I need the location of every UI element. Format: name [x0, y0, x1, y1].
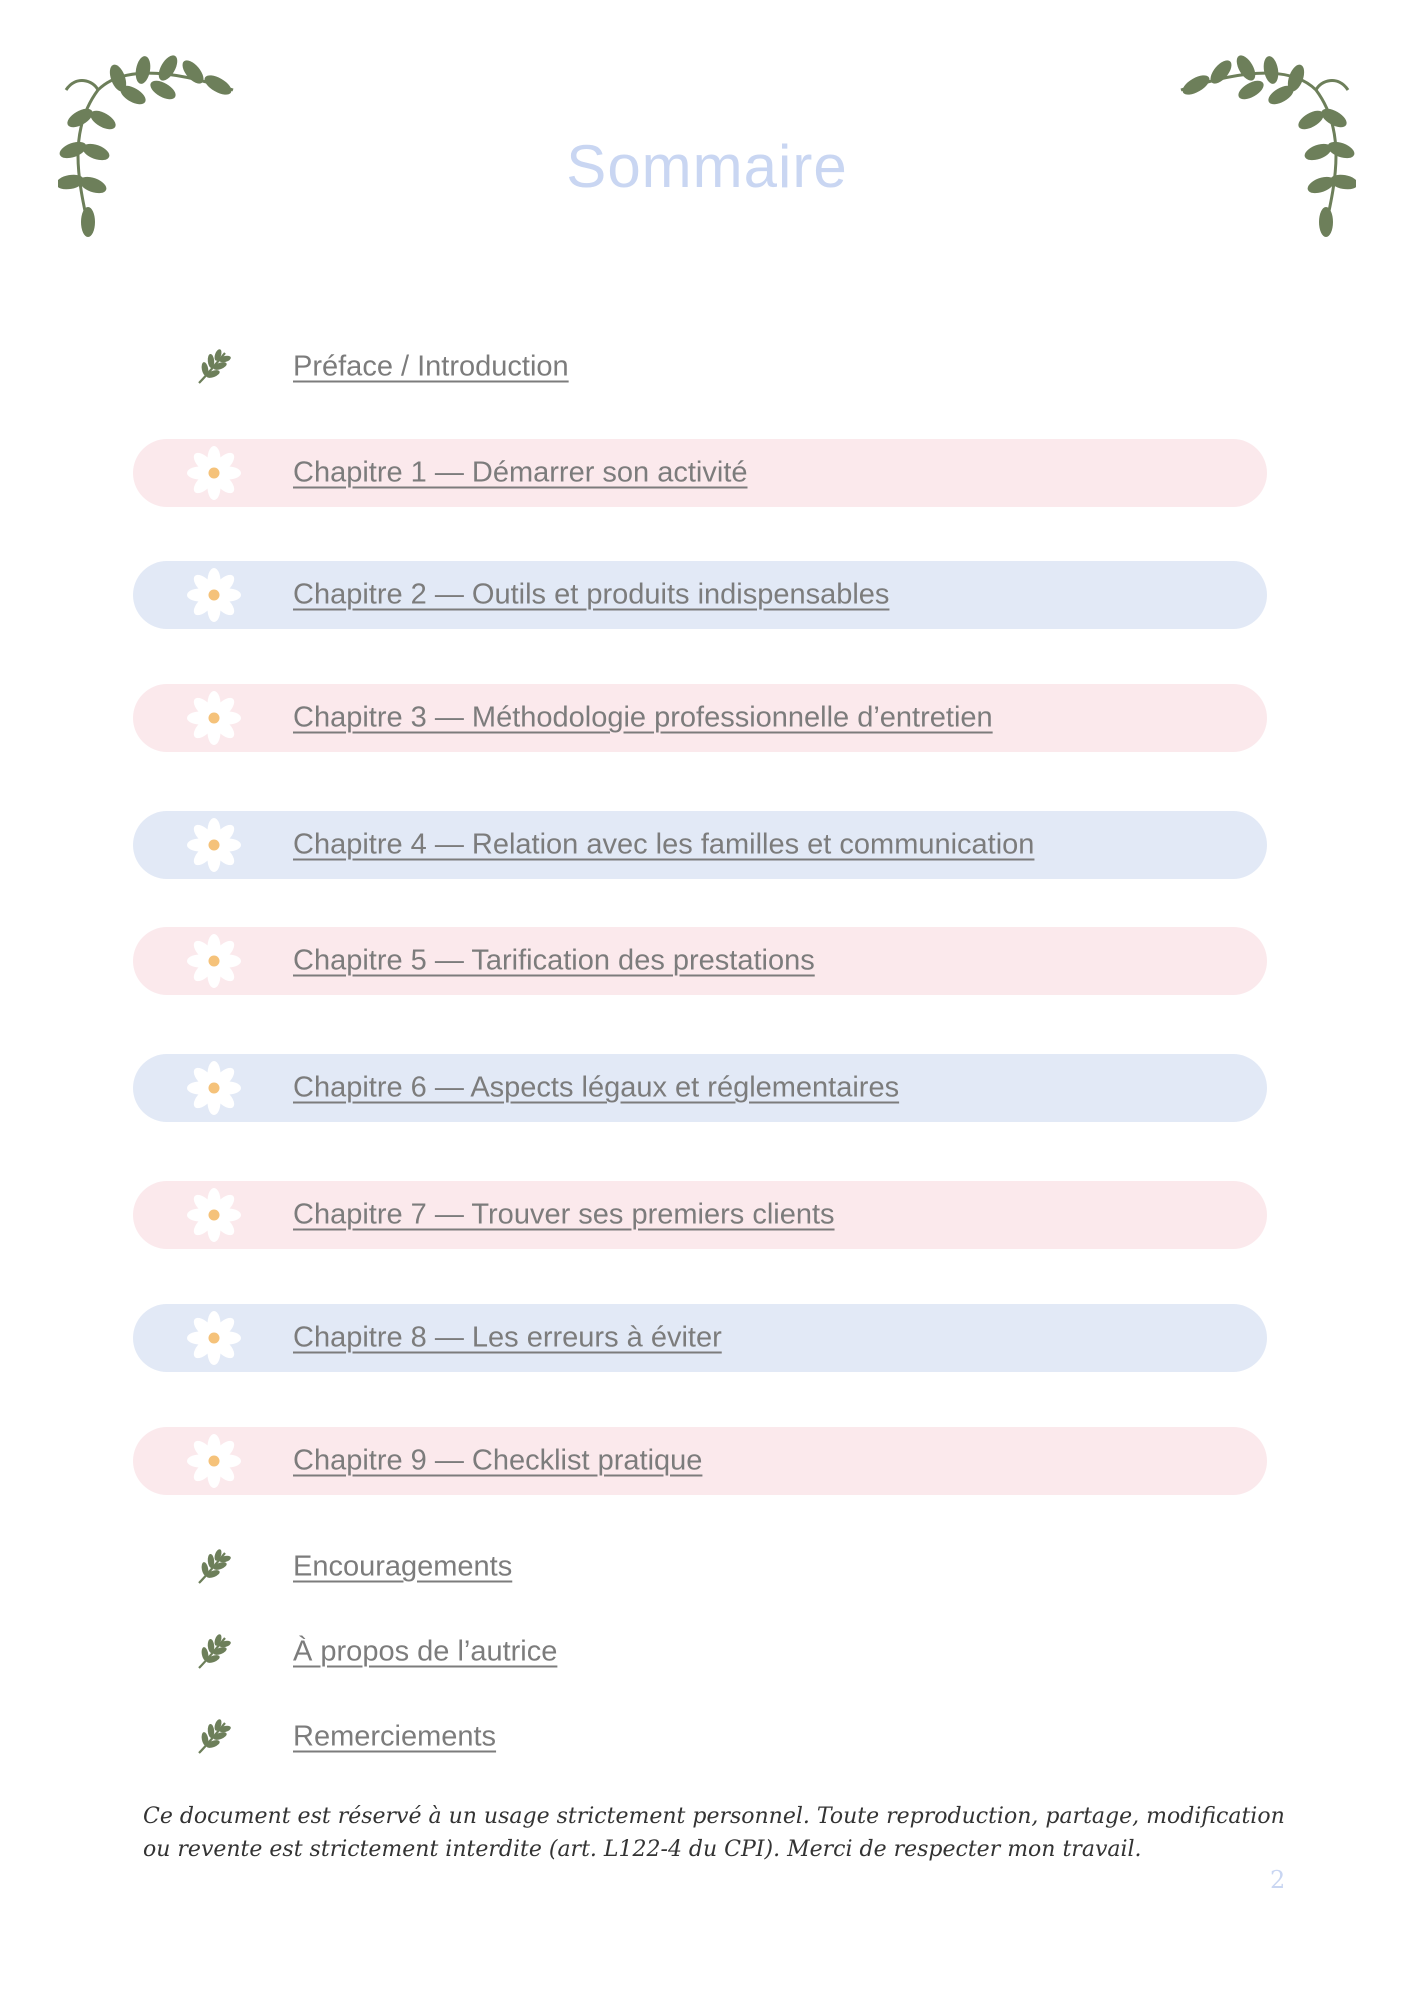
daisy-icon	[183, 814, 245, 876]
toc-link-label[interactable]: Chapitre 3 — Méthodologie professionnelle d’entretien	[293, 701, 993, 734]
toc-link-label[interactable]: Chapitre 1 — Démarrer son activité	[293, 456, 748, 489]
toc-link-8[interactable]	[133, 1181, 1267, 1249]
daisy-icon	[183, 1430, 245, 1492]
toc-link-5[interactable]	[133, 811, 1267, 879]
toc-link-label[interactable]: Chapitre 2 — Outils et produits indispensables	[293, 578, 890, 611]
toc-link-label[interactable]: Chapitre 6 — Aspects légaux et réglementaires	[293, 1071, 900, 1104]
toc-link-1[interactable]	[133, 333, 1267, 401]
toc-link-label[interactable]: À propos de l’autrice	[293, 1635, 558, 1668]
toc-link-6[interactable]	[133, 927, 1267, 995]
daisy-icon	[183, 1184, 245, 1246]
daisy-icon	[183, 1057, 245, 1119]
page-title: Sommaire	[566, 133, 848, 200]
toc-link-label[interactable]: Chapitre 4 — Relation avec les familles et communication	[293, 828, 1035, 861]
toc-link-12[interactable]	[133, 1618, 1267, 1686]
leaf-sprig-icon	[193, 1632, 233, 1672]
toc-link-label[interactable]: Encouragements	[293, 1550, 513, 1583]
daisy-icon	[183, 930, 245, 992]
toc-link-3[interactable]	[133, 561, 1267, 629]
toc-link-9[interactable]	[133, 1304, 1267, 1372]
leaf-sprig-icon	[193, 1547, 233, 1587]
toc-link-2[interactable]	[133, 439, 1267, 507]
toc-link-label[interactable]: Préface / Introduction	[293, 350, 569, 383]
toc-link-label[interactable]: Chapitre 9 — Checklist pratique	[293, 1444, 703, 1477]
toc-link-label[interactable]: Chapitre 7 — Trouver ses premiers clients	[293, 1198, 835, 1231]
toc-link-label[interactable]: Chapitre 8 — Les erreurs à éviter	[293, 1321, 722, 1354]
toc-link-13[interactable]	[133, 1703, 1267, 1771]
toc-link-4[interactable]	[133, 684, 1267, 752]
daisy-icon	[183, 687, 245, 749]
daisy-icon	[183, 442, 245, 504]
leaf-sprig-icon	[193, 1717, 233, 1757]
daisy-icon	[183, 564, 245, 626]
copyright-note: Ce document est réservé à un usage strictement personnel. Toute reproduction, partage, modification ou revente est strictement interdite (art. L122-4 du CPI). Merci de respecter mon travail.	[143, 1804, 1285, 1862]
toc-link-label[interactable]: Chapitre 5 — Tarification des prestations	[293, 944, 815, 977]
toc-link-7[interactable]	[133, 1054, 1267, 1122]
toc-link-label[interactable]: Remerciements	[293, 1720, 497, 1753]
page-number: 2	[1270, 1866, 1286, 1894]
toc-link-10[interactable]	[133, 1427, 1267, 1495]
leaf-sprig-icon	[193, 347, 233, 387]
daisy-icon	[183, 1307, 245, 1369]
toc-link-11[interactable]	[133, 1533, 1267, 1601]
